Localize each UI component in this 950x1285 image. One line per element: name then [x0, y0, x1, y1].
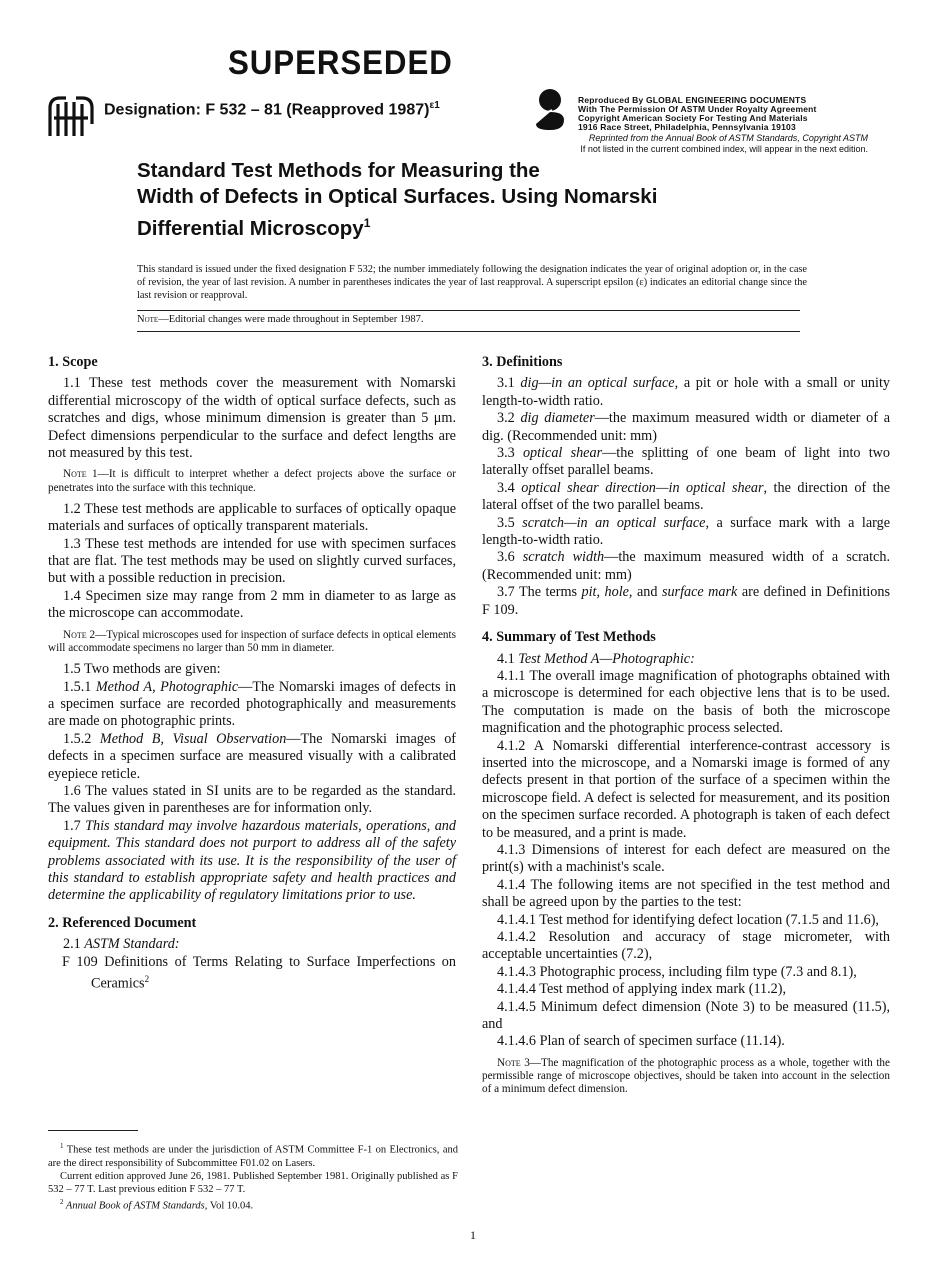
- definition: 3.1 dig—in an optical surface, a pit or hole with a small or unity length-to-width ratio.: [482, 375, 891, 409]
- paragraph: 1.5.2 Method B, Visual Observation—The Nomarski images of defects in a specimen surface are measured visually with a calibrated eyepiece reticle.: [48, 730, 457, 782]
- section-heading: 3. Definitions: [482, 354, 563, 370]
- list-item: 4.1.4.3 Photographic process, including film type (7.3 and 8.1),: [497, 963, 857, 980]
- note: Note 3—The magnification of the photographic process as a whole, together with the permissible range of microscope objectives, should be taken into account in the selection of a minimum defect dimension.: [482, 1056, 890, 1096]
- list-item: 4.1.4.1 Test method for identifying defect location (7.1.5 and 11.6),: [497, 911, 879, 928]
- superseded-stamp: SUPERSEDED: [228, 44, 453, 82]
- definition: 3.7 The terms pit, hole, and surface mark are defined in Definitions F 109.: [482, 584, 890, 618]
- note: Note 2—Typical microscopes used for inspection of surface defects in optical elements will accommodate specimens no larger than 50 mm in diameter.: [48, 628, 456, 654]
- divider: [137, 310, 800, 311]
- footnote-divider: [48, 1130, 138, 1131]
- reference-entry: F 109 Definitions of Terms Relating to Surface Imperfections on Ceramics$^2$: [62, 953, 456, 992]
- paragraph: 4.1.2 A Nomarski differential interference-contrast accessory is inserted into the microscope, and a Nomarski image is formed of any defects present in that portion of the surface of a specimen within the microscope field. A defect is selected for measurement, and its position on the specimen surface recorded. A photograph is taken of each defect to be measured, and a print is made.: [482, 737, 890, 841]
- note: Note 1—It is difficult to interpret whether a defect projects above the surface or penetrates into the surface with this technique.: [48, 468, 456, 494]
- paragraph: 4.1 Test Method A—Photographic:: [497, 650, 695, 667]
- footnote: Current edition approved June 26, 1981. Published September 1981. Originally published as F 532 – 77 T. Last previous edition F 532 – 77 T.: [48, 1170, 458, 1195]
- issuance-statement: This standard is issued under the fixed designation F 532; the number immediately following the designation indicates the year of original adoption or, in the case of revision, the year of last revision. A number in parentheses indicates the year of last reapproval. A superscript epsilon (ε) indicates an editorial change since the last revision or reapproval.: [137, 264, 807, 301]
- page-number: 1: [470, 1228, 476, 1242]
- paragraph: 4.1.3 Dimensions of interest for each defect are measured on the print(s) with a machinist's scale.: [482, 841, 890, 876]
- definition: 3.5 scratch—in an optical surface, a surface mark with a large length-to-width ratio.: [482, 514, 890, 549]
- section-heading: 4. Summary of Test Methods: [482, 629, 656, 646]
- paragraph: 4.1.1 The overall image magnification of photographs obtained with a microscope is determined for each objective lens that is to be used. The computation is made on the basis of both the microscope magnification and the photographic process selected.: [482, 667, 890, 737]
- footnotes: [48, 1140, 458, 1212]
- paragraph: 1.7 This standard may involve hazardous materials, operations, and equipment. This standard does not purport to address all of the safety problems associated with its use. It is the responsibility of the user of this standard to establish appropriate safety and health practices and determine the applicability of regulatory limitations prior to use.: [48, 817, 456, 904]
- paragraph: 1.5 Two methods are given:: [63, 661, 221, 678]
- list-item: 4.1.4.2 Resolution and accuracy of stage micrometer, with acceptable uncertainties (7.2),: [482, 929, 890, 963]
- paragraph: 4.1.4 The following items are not specified in the test method and shall be agreed upon by the parties to the test:: [482, 876, 890, 911]
- divider: [137, 331, 800, 332]
- designation: Designation: F 532 – 81 (Reapproved 1987)$^{\varepsilon 1}$: [104, 100, 440, 119]
- section-heading: 1. Scope: [48, 354, 98, 370]
- paragraph: 1.5.1 Method A, Photographic—The Nomarski images of defects in a specimen surface are recorded photographically and measurements are made on photographic prints.: [48, 678, 456, 730]
- paragraph: 2.1 ASTM Standard:: [63, 936, 180, 953]
- definition: 3.4 optical shear direction—in optical shear, the direction of the lateral offset of the two parallel beams.: [482, 479, 890, 514]
- footnote: $^2$ Annual Book of ASTM Standards, Vol 10.04.: [60, 1197, 254, 1211]
- definition: 3.3 optical shear—the splitting of one beam of light into two laterally offset parallel beams.: [482, 445, 890, 479]
- editorial-note: Note—Editorial changes were made throughout in September 1987.: [137, 314, 424, 325]
- paragraph: 1.1 These test methods cover the measurement with Nomarski differential microscopy of the width of optical surface defects, such as scratches and digs, whose minimum dimension is greater than 5 μm. Defect dimensions perpendicular to the surface and defect lengths are not measured by this test.: [48, 375, 456, 462]
- paragraph: 1.6 The values stated in SI units are to be regarded as the standard. The values given in parentheses are for information only.: [48, 782, 456, 817]
- section-heading: 2. Referenced Document: [48, 914, 197, 931]
- document-title: Standard Test Methods for Measuring the Width of Defects in Optical Surfaces. Using Nomarski Differential Microscopy$^1$: [137, 159, 658, 240]
- astm-logo: [44, 94, 98, 140]
- reprinted-notice: Reprinted from the Annual Book of ASTM Standards, Copyright ASTM If not listed in the current combined index, will appear in the next edition.: [580, 133, 868, 154]
- list-item: 4.1.4.5 Minimum defect dimension (Note 3) to be measured (11.5), and: [482, 998, 890, 1033]
- definition: 3.2 dig diameter—the maximum measured width or diameter of a dig. (Recommended unit: mm): [482, 410, 891, 444]
- reproduced-notice: Reproduced By GLOBAL ENGINEERING DOCUMENTS With The Permission Of ASTM Under Royalty Agreement Copyright American Society For Testing And Materials 1916 Race Street, Philadelphia, Pennsylvania 19103: [578, 95, 817, 132]
- paragraph: 1.3 These test methods are intended for use with specimen surfaces that are flat. The test methods may be used on slightly curved surfaces, but with a possible reduction in precision.: [48, 535, 456, 587]
- list-item: 4.1.4.4 Test method of applying index mark (11.2),: [497, 981, 787, 998]
- right-column: [482, 354, 890, 1102]
- paragraph: 1.2 These test methods are applicable to surfaces of optically opaque materials and surfaces of optically transparent materials.: [48, 500, 456, 535]
- footnote: $^1$ These test methods are under the jurisdiction of ASTM Committee F-1 on Electronics, and are the direct responsibility of Subcommittee F01.02 on Lasers.: [48, 1142, 458, 1169]
- global-engineering-seal: [530, 88, 570, 132]
- list-item: 4.1.4.6 Plan of search of specimen surface (11.14).: [497, 1033, 785, 1050]
- definition: 3.6 scratch width—the maximum measured width of a scratch. (Recommended unit: mm): [482, 549, 890, 583]
- paragraph: 1.4 Specimen size may range from 2 mm in diameter to as large as the microscope can accommodate.: [48, 587, 456, 622]
- left-column: [48, 354, 456, 993]
